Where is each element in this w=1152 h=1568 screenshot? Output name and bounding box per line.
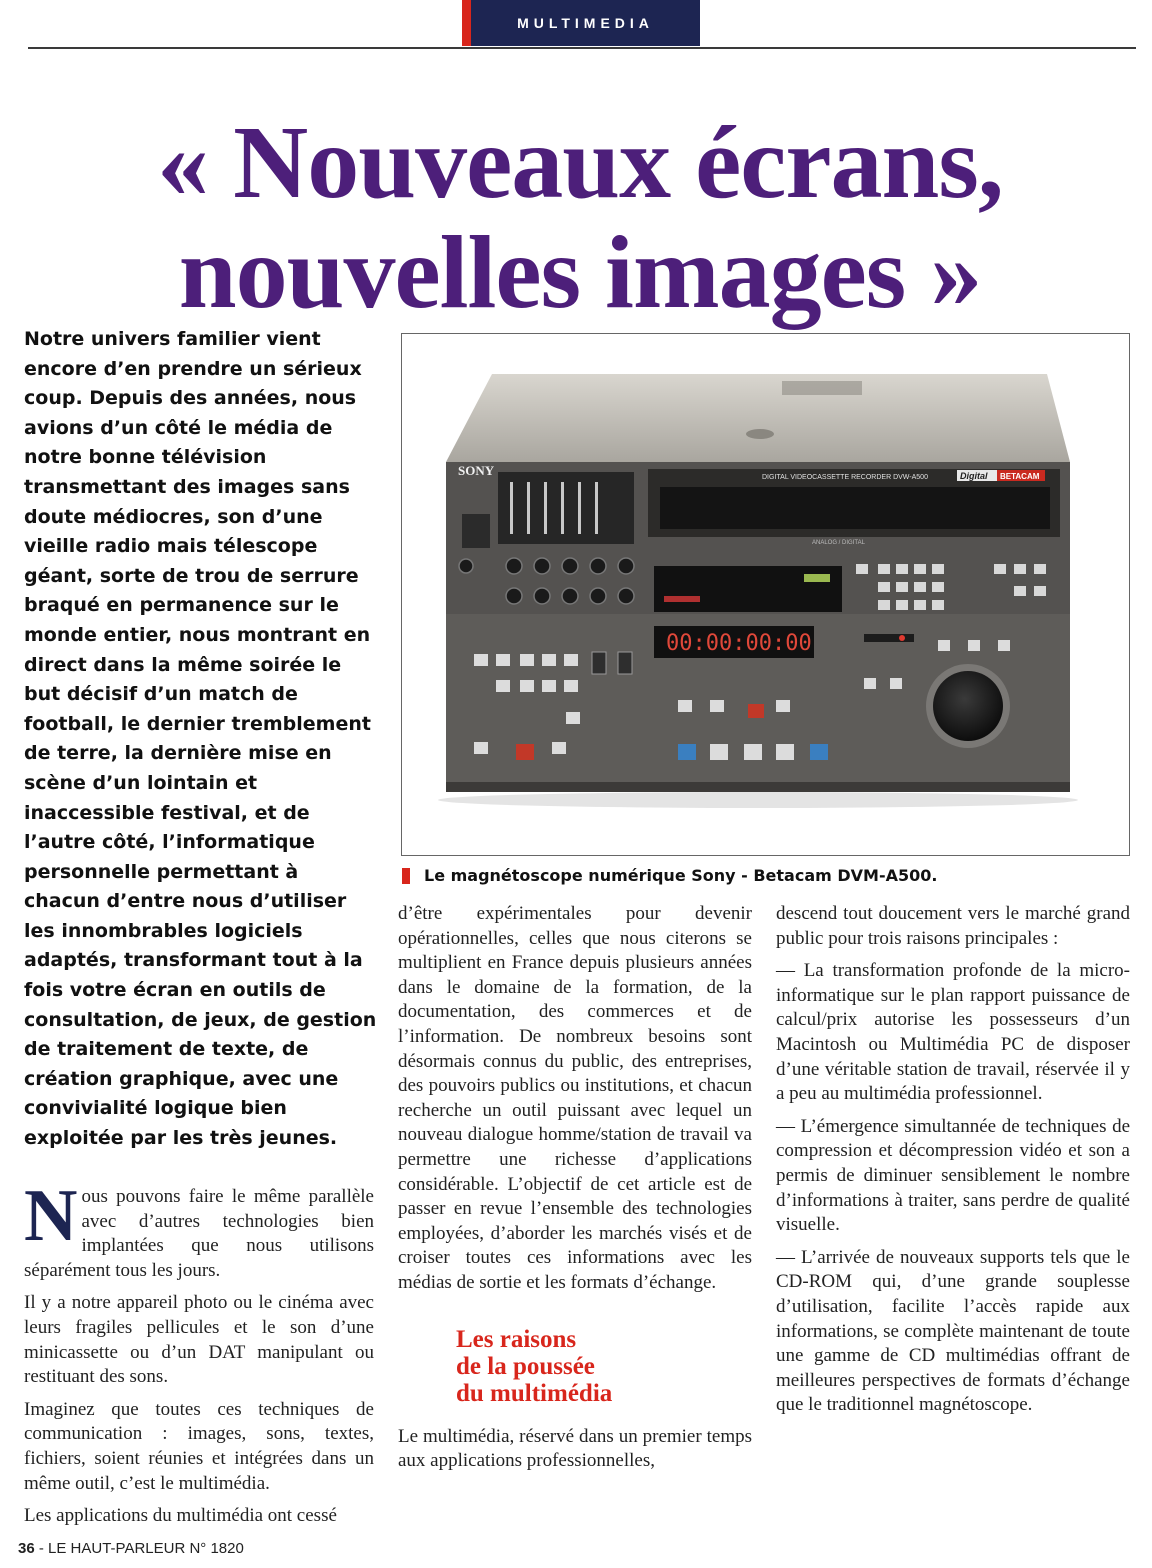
- timecode-readout: 00:00:00:00: [666, 631, 812, 656]
- vcr-shadow: [438, 792, 1078, 808]
- page-footer: [18, 1540, 244, 1557]
- subheading-line-3: du multimédia: [456, 1379, 613, 1407]
- trim-button-left: [592, 652, 606, 674]
- status-indicator: [804, 574, 830, 582]
- body-paragraph: — L’arrivée de nouveaux supports tels que le CD-ROM qui, d’une grande souplesse d’utilisation, facilite l’accès rapide aux informations, se complète maintenant de toute une gamme de CD multimédias offrant de meilleures perspectives de formats d’échange que le traditionnel magnétoscope.: [776, 1246, 1130, 1416]
- jog-shuttle-dial: [933, 671, 1003, 741]
- auto-edit-button: [516, 744, 534, 760]
- body-paragraph: Le multimédia, réservé dans un premier temps aux applications professionnelles,: [398, 1425, 752, 1472]
- rec-led: [899, 635, 905, 641]
- subheading: [398, 1326, 752, 1407]
- level-meter-panel: [498, 472, 634, 544]
- power-switch: [462, 514, 490, 548]
- header-rule: [28, 47, 1136, 49]
- body-column-2: [398, 902, 752, 1482]
- caption-text: Le magnétoscope numérique Sony - Betacam DVM-A500.: [424, 866, 938, 885]
- page-number: 36: [18, 1540, 35, 1557]
- body-paragraph: — La transformation profonde de la micro-informatique sur le plan rapport puissance de calcul/prix autorise les possesseurs d’un Macintosh ou Multimédia PC de disposer d’une véritable station de travail, réservée il y a peu au multimédia professionnel.: [776, 960, 1130, 1105]
- publication-name: LE HAUT-PARLEUR: [48, 1540, 186, 1557]
- status-led: [664, 596, 700, 602]
- analog-digital-label: ANALOG / DIGITAL: [812, 540, 865, 546]
- betacam-badge-text: BETACAM: [1000, 472, 1040, 481]
- subheading-line-1: Les raisons: [456, 1325, 577, 1353]
- jog-indicator-bar: [864, 634, 914, 642]
- caption-marker: [402, 868, 410, 884]
- status-display: [654, 566, 842, 612]
- digital-badge-text: Digital: [960, 471, 988, 481]
- drop-cap: N: [24, 1175, 78, 1257]
- paragraph-text: ous pouvons faire le même parallèle avec d’autres technologies bien implantées que nous utilisons séparément tous les jours.: [24, 1186, 374, 1281]
- rec-button: [748, 704, 764, 718]
- lead-paragraph: Notre univers familier vient encore d’en prendre un sérieux coup. Depuis des années, nous avions d’un côté le média de notre bonne télévision transmettant des images sans doute médiocres, son d’une vieille radio mais télescope géant, sorte de trou de serrure braqué en permanence sur le monde entier, nous montrant en direct dans la même soirée le but décisif d’un match de football, le dernier tremblement de terre, la dernière mise en scène d’un lointain et inaccessible festival, et de l’autre côté, l’informatique personnelle permettant à chacun d’entre nous d’utiliser les innombrables logiciels adaptés, transformant tout à la fois votre écran en outils de consultation, de jeux, de gestion de traitement de texte, de création graphique, avec une convivialité logique bien exploitée par les très jeunes.: [24, 328, 377, 1150]
- body-paragraph: Les applications du multimédia ont cessé: [24, 1505, 337, 1527]
- body-paragraph: — L’émergence simultannée de techniques de compression et décompression vidéo et son a permis de diminuer sensiblement le nombre d’informations à traiter, sans perdre de qualité visuelle.: [776, 1115, 1130, 1236]
- body-paragraph: [24, 1175, 374, 1283]
- body-paragraph: d’être expérimentales pour devenir opérationnelles, celles que nous citerons se multiplient en France depuis plusieurs années dans le domaine de la formation, de la documentation, des commerces et de l’information. De nombreux besoins sont désormais connus du public, des entreprises, des pouvoirs publics ou institutions, et chacun recherche un outil puissant avec lequel un nouveau dialogue homme/station de travail va permettre une richesse d’applications considérable. L’objectif de cet article est de passer en revue l’ensemble des technologies employées, d’aborder les marchés visés et de croiser toutes ces informations avec les médias de sortie et les formats d’échange.: [398, 903, 752, 1293]
- body-column-3: [776, 902, 1130, 1426]
- headline: [60, 105, 1100, 330]
- photo-frame: [401, 333, 1130, 856]
- section-label: MULTIMEDIA: [517, 15, 654, 31]
- vcr-photo: [402, 334, 1129, 855]
- vcr-base: [446, 782, 1070, 792]
- model-label: DIGITAL VIDEOCASSETTE RECORDER DVW-A500: [762, 474, 928, 481]
- vent-grille: [782, 381, 862, 395]
- cassette-door: [660, 487, 1050, 529]
- section-tab: [462, 0, 700, 46]
- headline-line-2: nouvelles images »: [178, 215, 982, 330]
- body-column-1: [24, 1175, 374, 1537]
- lid-screw: [746, 429, 774, 439]
- footer-separator: -: [34, 1540, 49, 1557]
- brand-logo: SONY: [458, 463, 495, 478]
- body-paragraph: Imaginez que toutes ces techniques de communication : images, sons, textes, fichiers, soient réunies et intégrées dans un même outil, c’est le multimédia.: [24, 1398, 374, 1494]
- body-paragraph: descend tout doucement vers le marché grand public pour trois raisons principales :: [776, 903, 1130, 949]
- vcr-top-cover: [446, 374, 1070, 462]
- issue-number: N° 1820: [185, 1540, 244, 1557]
- subheading-line-2: de la poussée: [456, 1352, 595, 1380]
- trim-button-right: [618, 652, 632, 674]
- body-paragraph: Il y a notre appareil photo ou le cinéma avec leurs fragiles pellicules et le son d’une minicassette ou d’un DAT manipulant ou restituant des sons.: [24, 1292, 374, 1388]
- headline-line-1: « Nouveaux écrans,: [157, 105, 1003, 220]
- photo-caption: [402, 866, 1132, 885]
